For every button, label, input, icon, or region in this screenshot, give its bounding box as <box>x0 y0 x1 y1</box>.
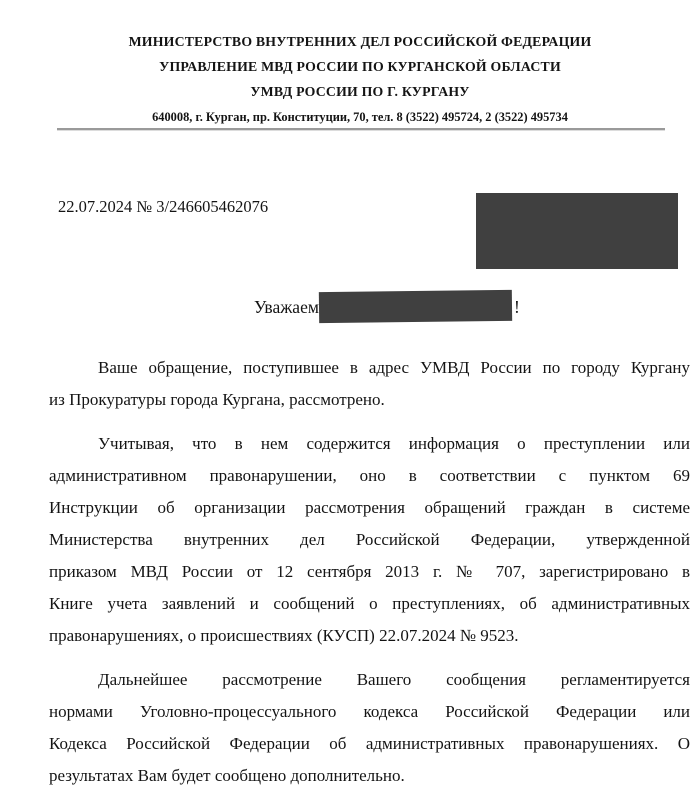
body-line: Кодекса Российской Федерации об административных правонарушениях. О <box>49 734 690 753</box>
body-paragraph <box>49 352 690 416</box>
outgoing-date-number: 22.07.2024 № 3/246605462076 <box>58 197 269 216</box>
body-line: Инструкции об организации рассмотрения обращений граждан в системе <box>49 498 690 517</box>
city-division-line: УМВД РОССИИ ПО Г. КУРГАНУ <box>250 84 470 99</box>
body-line: Дальнейшее рассмотрение Вашего сообщения регламентируется <box>98 670 690 689</box>
body-line: результатах Вам будет сообщено дополнительно. <box>49 766 405 785</box>
letter-body <box>49 352 690 792</box>
greeting-exclamation: ! <box>514 297 520 317</box>
greeting-prefix: Уважаем <box>254 297 319 317</box>
body-line: нормами Уголовно-процессуального кодекса Российской Федерации или <box>49 702 690 721</box>
body-line: из Прокуратуры города Кургана, рассмотрено. <box>49 390 385 409</box>
body-line: Ваше обращение, поступившее в адрес УМВД России по городу Кургану <box>98 358 690 377</box>
body-paragraph <box>49 664 690 792</box>
body-line: приказом МВД России от 12 сентября 2013 г. № 707, зарегистрировано в <box>49 562 690 581</box>
contact-address-line: 640008, г. Курган, пр. Конституции, 70, тел. 8 (3522) 495724, 2 (3522) 495734 <box>152 110 568 124</box>
body-line: Книге учета заявлений и сообщений о преступлениях, об административных <box>49 594 690 613</box>
body-line: Министерства внутренних дел Российской Федерации, утвержденной <box>49 530 690 549</box>
letterhead <box>20 29 700 128</box>
letterhead-divider <box>57 128 665 130</box>
redaction-box-recipient-name <box>319 290 512 323</box>
body-line: административном правонарушении, оно в соответствии с пунктом 69 <box>49 466 690 485</box>
body-paragraph <box>49 428 690 652</box>
ministry-name-line: МИНИСТЕРСТВО ВНУТРЕННИХ ДЕЛ РОССИЙСКОЙ ФЕДЕРАЦИИ <box>128 34 592 49</box>
regional-directorate-line: УПРАВЛЕНИЕ МВД РОССИИ ПО КУРГАНСКОЙ ОБЛАСТИ <box>159 59 561 74</box>
body-line: Учитывая, что в нем содержится информация о преступлении или <box>98 434 690 453</box>
redaction-box-recipient-address <box>476 193 678 269</box>
body-line: правонарушениях, о происшествиях (КУСП) 22.07.2024 № 9523. <box>49 626 519 645</box>
